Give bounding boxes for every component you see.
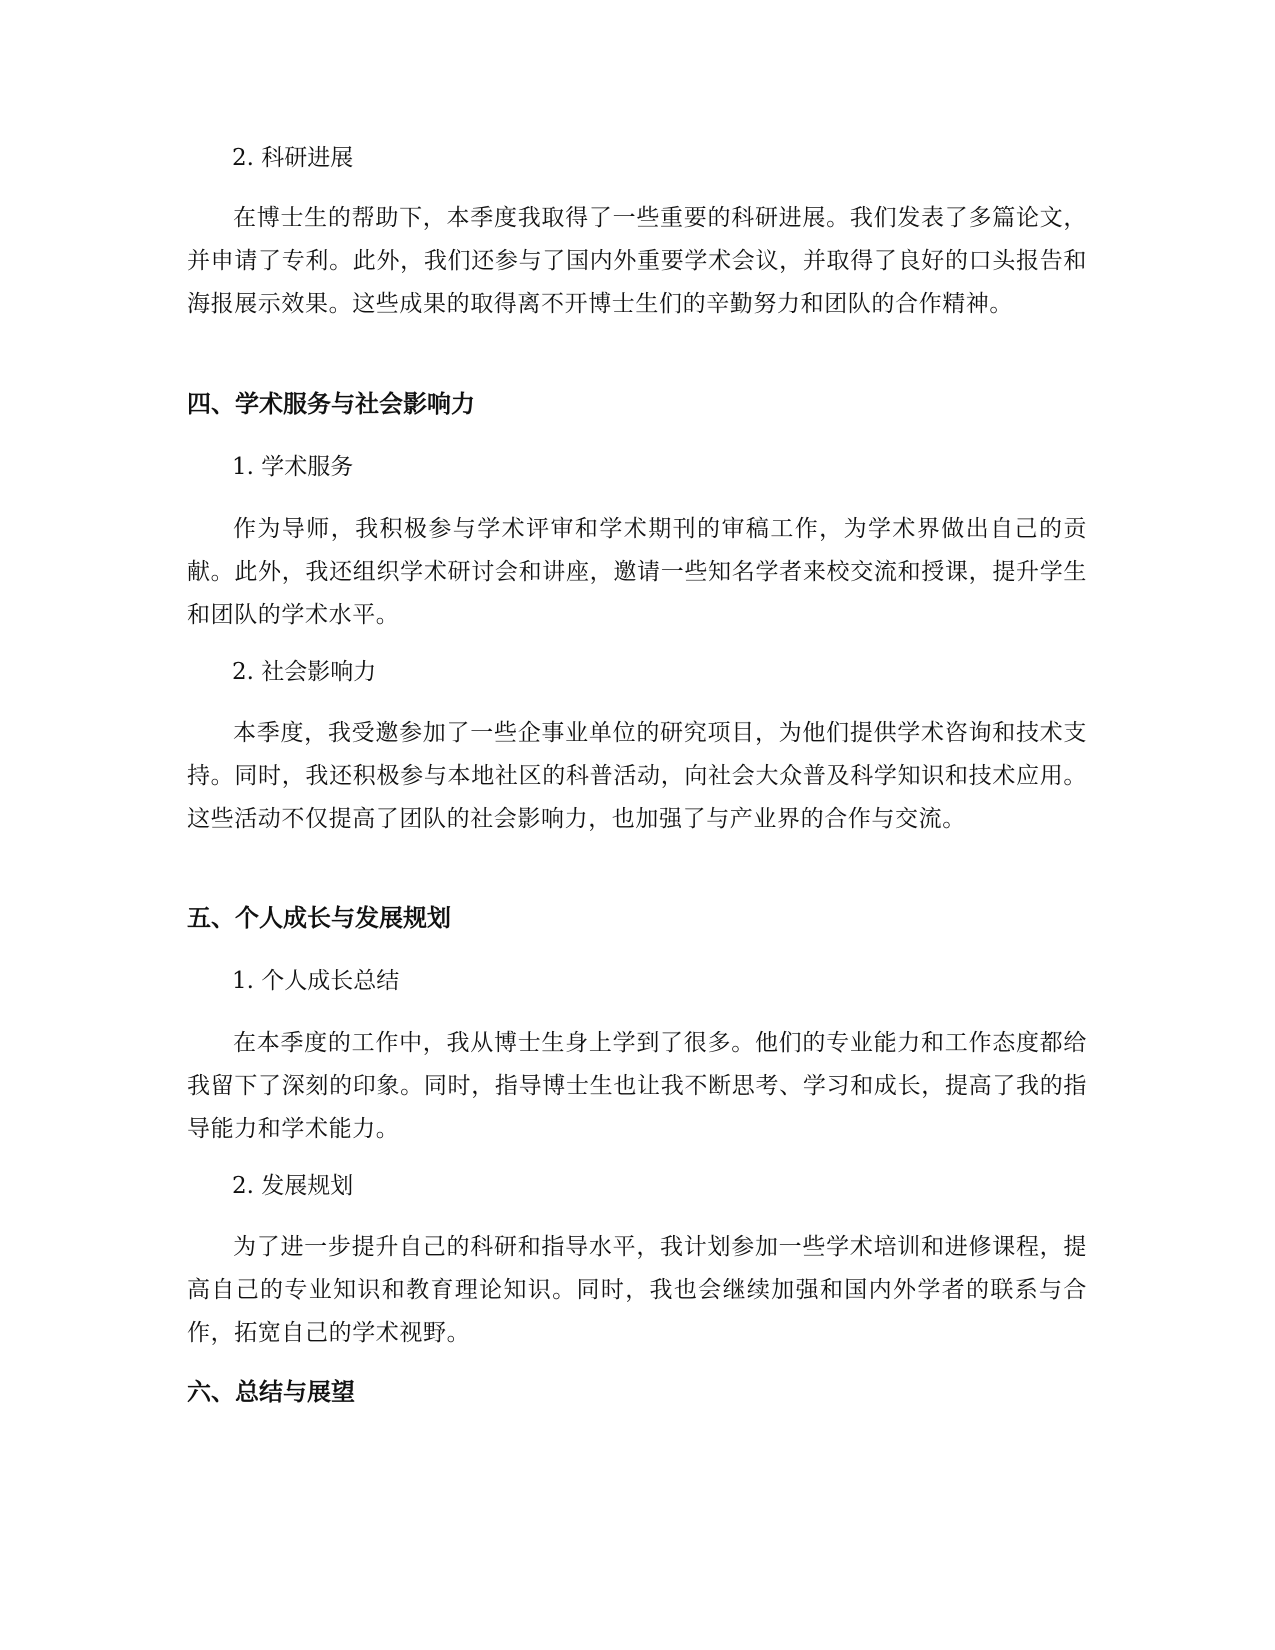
paragraph-academic-service: 作为导师，我积极参与学术评审和学术期刊的审稿工作，为学术界做出自己的贡献。此外，我还组织学术研讨会和讲座，邀请一些知名学者来校交流和授课，提升学生和团队的学术水平。 bbox=[187, 516, 1087, 628]
section-heading-personal-growth: 五、个人成长与发展规划 bbox=[187, 904, 451, 932]
paragraph-social-impact: 本季度，我受邀参加了一些企事业单位的研究项目，为他们提供学术咨询和技术支持。同时，我还积极参与本地社区的科普活动，向社会大众普及科学知识和技术应用。这些活动不仅提高了团队的社会影响力，也加强了与产业界的合作与交流。 bbox=[187, 720, 1087, 832]
subsection-title-social-impact: 2. 社会影响力 bbox=[232, 659, 377, 685]
subsection-title-growth-summary: 1. 个人成长总结 bbox=[232, 968, 400, 994]
paragraph-growth-summary: 在本季度的工作中，我从博士生身上学到了很多。他们的专业能力和工作态度都给我留下了深刻的印象。同时，指导博士生也让我不断思考、学习和成长，提高了我的指导能力和学术能力。 bbox=[187, 1030, 1087, 1142]
subsection-title-development-plan: 2. 发展规划 bbox=[232, 1173, 354, 1199]
subsection-title-research-progress: 2. 科研进展 bbox=[232, 145, 354, 171]
section-heading-summary-outlook: 六、总结与展望 bbox=[187, 1378, 355, 1406]
paragraph-research-progress: 在博士生的帮助下，本季度我取得了一些重要的科研进展。我们发表了多篇论文，并申请了专利。此外，我们还参与了国内外重要学术会议，并取得了良好的口头报告和海报展示效果。这些成果的取得离不开博士生们的辛勤努力和团队的合作精神。 bbox=[187, 205, 1087, 317]
subsection-title-academic-service: 1. 学术服务 bbox=[232, 454, 354, 480]
paragraph-development-plan: 为了进一步提升自己的科研和指导水平，我计划参加一些学术培训和进修课程，提高自己的专业知识和教育理论知识。同时，我也会继续加强和国内外学者的联系与合作，拓宽自己的学术视野。 bbox=[187, 1234, 1087, 1346]
section-heading-academic-service: 四、学术服务与社会影响力 bbox=[187, 390, 475, 418]
